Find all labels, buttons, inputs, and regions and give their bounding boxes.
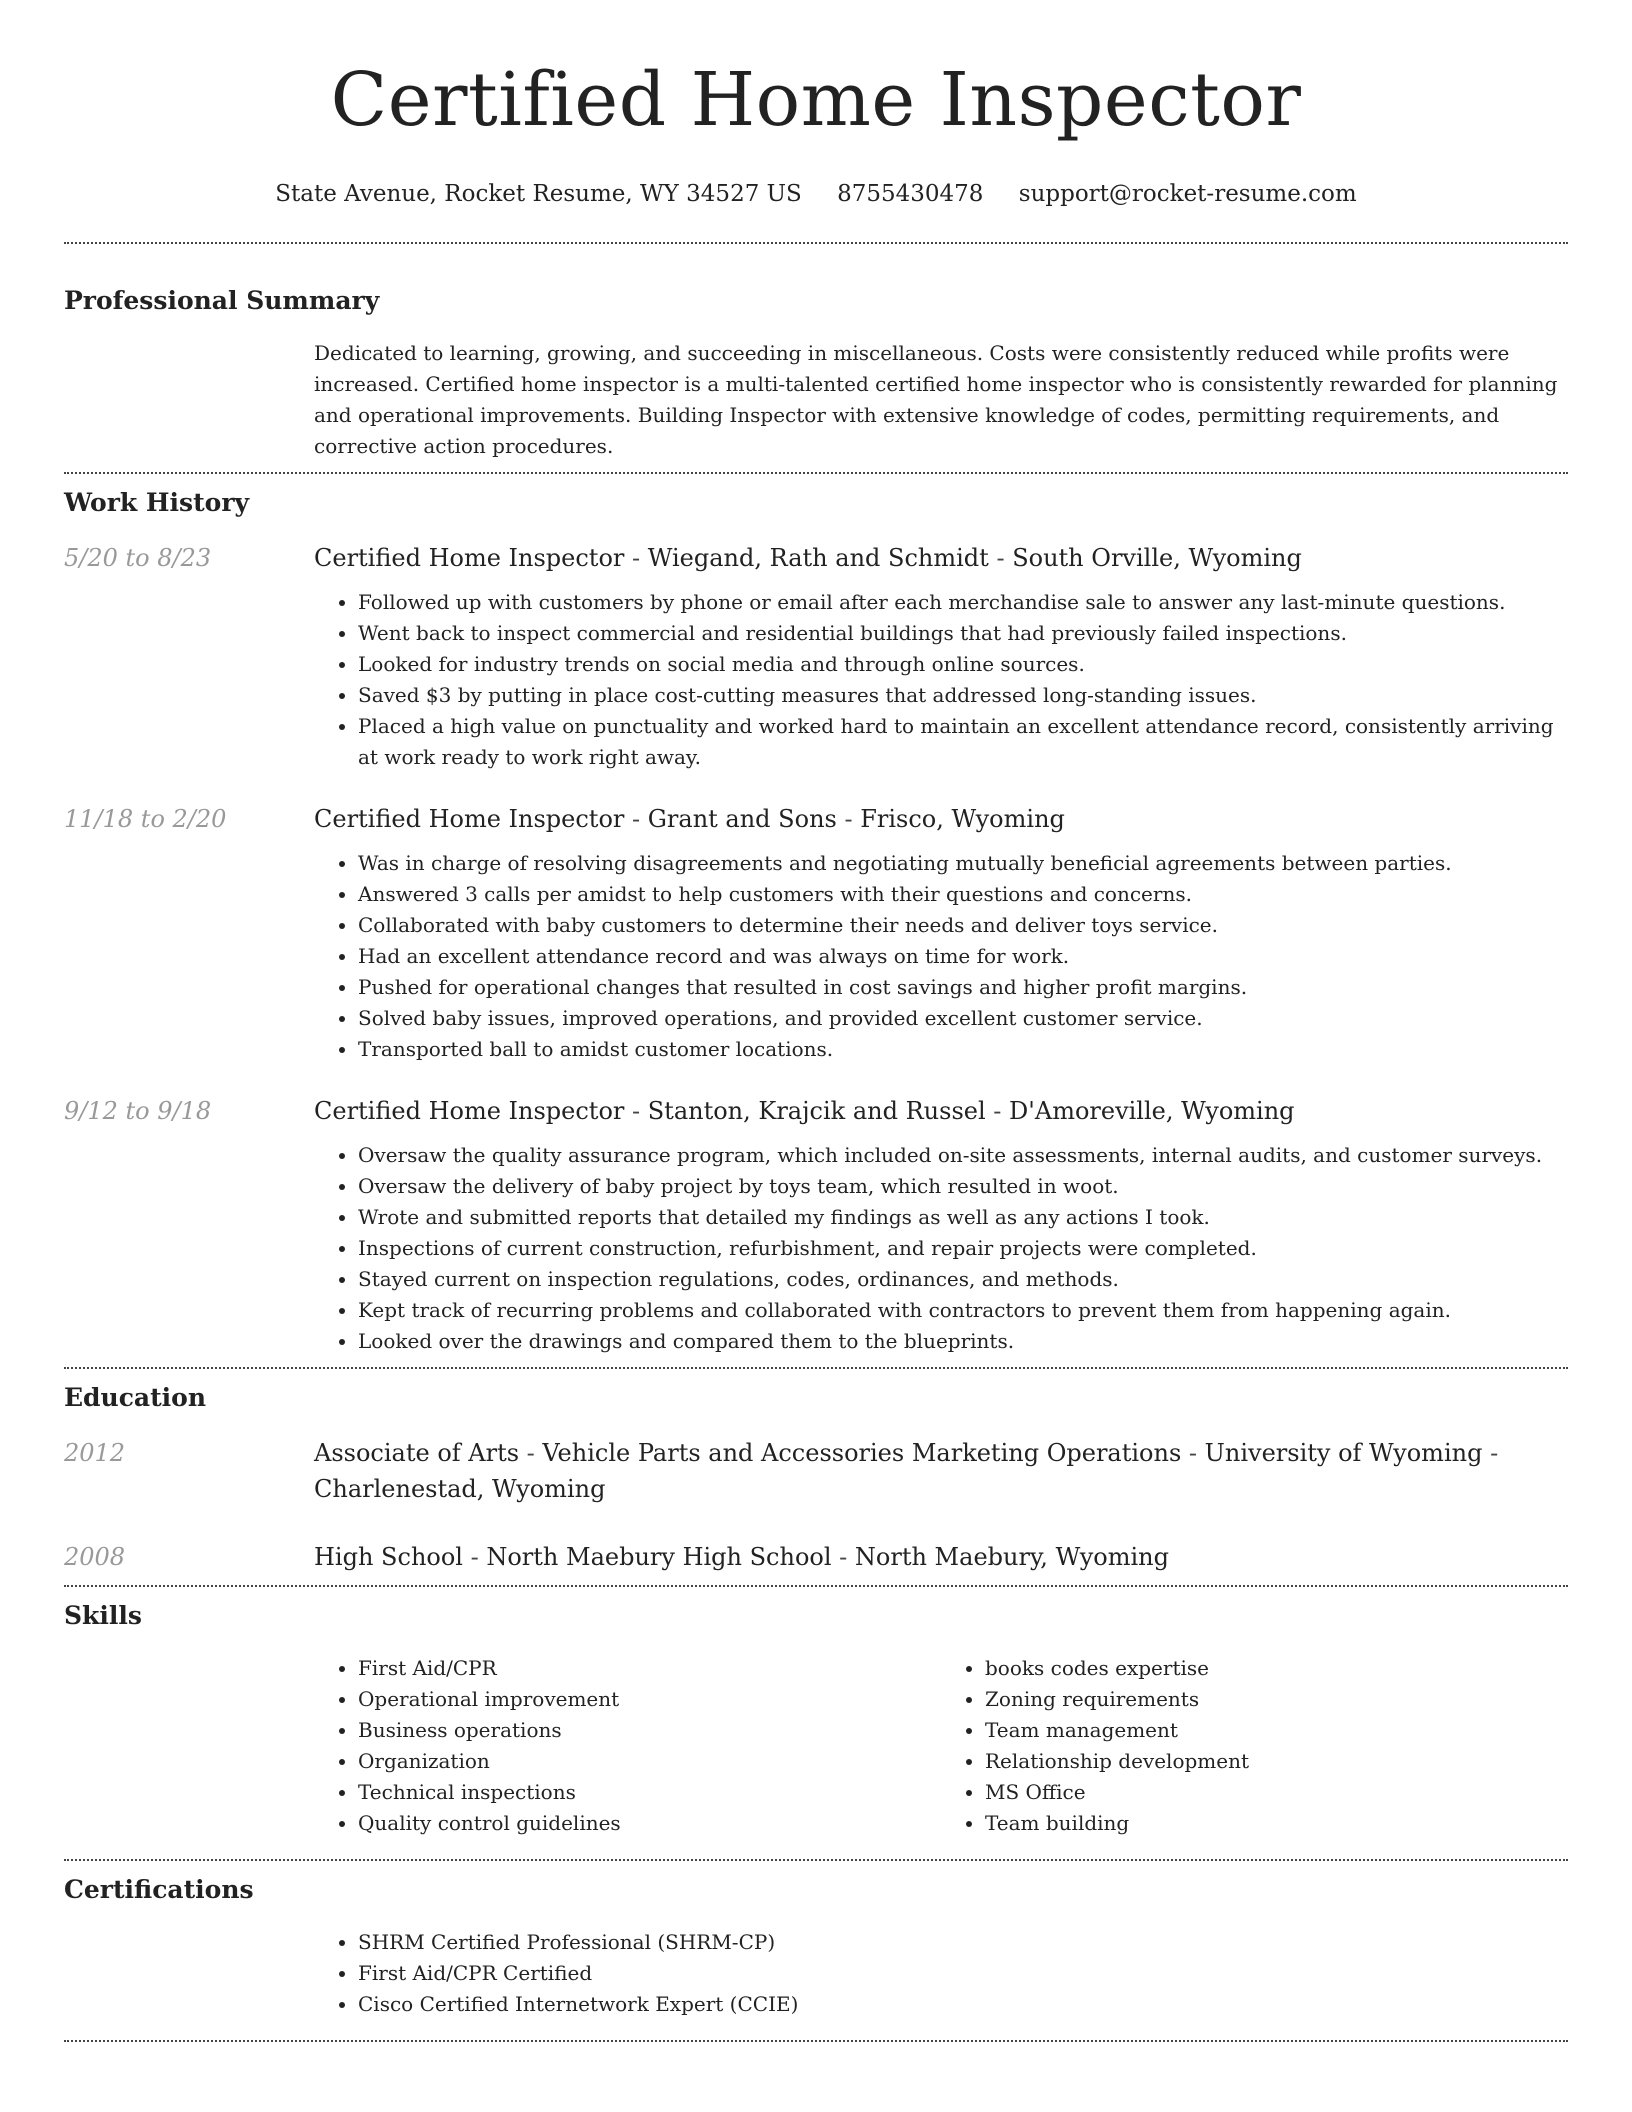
work-history-title: Work History <box>64 488 250 517</box>
education-heading: High School - North Maebury High School - North Maebury, Wyoming <box>314 1543 1169 1571</box>
job-entry <box>64 540 1568 773</box>
contact-email: support@rocket-resume.com <box>1018 181 1357 207</box>
job-duties <box>314 848 1568 1065</box>
list-item: • Answered 3 calls per amidst to help customers with their questions and concerns. <box>358 879 1568 910</box>
list-item: • Saved $3 by putting in place cost-cutting measures that addressed long-standing issues. <box>358 680 1568 711</box>
job-heading: Certified Home Inspector - Grant and Sons - Frisco, Wyoming <box>314 805 1065 833</box>
divider <box>64 1859 1568 1861</box>
education-location: North Maebury, Wyoming <box>854 1543 1169 1571</box>
education-entry <box>64 1539 1568 1575</box>
list-item: • Quality control guidelines <box>358 1808 941 1839</box>
list-item: • Looked for industry trends on social media and through online sources. <box>358 649 1568 680</box>
list-item: • First Aid/CPR <box>358 1653 941 1684</box>
skills-section <box>64 1599 1568 1839</box>
job-location: South Orville, Wyoming <box>1012 544 1302 572</box>
summary-text: Dedicated to learning, growing, and succeeding in miscellaneous. Costs were consistently reduced while profits were increased. Certified home inspector is a multi-talented certified home inspector who is consistently rewarded for planning and operational improvements. Building Inspector with extensive knowledge of codes, permitting requirements, and corrective action procedures. <box>314 341 1558 458</box>
job-dates: 11/18 to 2/20 <box>64 805 227 833</box>
job-entry <box>64 1093 1568 1357</box>
list-item: • Stayed current on inspection regulations, codes, ordinances, and methods. <box>358 1264 1568 1295</box>
job-company: Wiegand, Rath and Schmidt <box>647 544 989 572</box>
list-item: • Looked over the drawings and compared them to the blueprints. <box>358 1326 1568 1357</box>
education-location: Charlenestad, Wyoming <box>314 1475 606 1503</box>
list-item: • MS Office <box>985 1777 1568 1808</box>
list-item: • Went back to inspect commercial and residential buildings that had previously failed inspections. <box>358 618 1568 649</box>
list-item: • Collaborated with baby customers to determine their needs and deliver toys service. <box>358 910 1568 941</box>
job-heading: Certified Home Inspector - Wiegand, Rath and Schmidt - South Orville, Wyoming <box>314 544 1302 572</box>
summary-section <box>64 284 1568 462</box>
certifications-section <box>64 1873 1568 2020</box>
list-item: • Pushed for operational changes that resulted in cost savings and higher profit margins. <box>358 972 1568 1003</box>
skills-list-left <box>314 1653 941 1839</box>
work-history-section <box>64 486 1568 1357</box>
job-role: Certified Home Inspector <box>314 1097 625 1125</box>
education-degree: Associate of Arts <box>314 1439 520 1467</box>
job-dates: 9/12 to 9/18 <box>64 1097 212 1125</box>
job-dates: 5/20 to 8/23 <box>64 544 212 572</box>
list-item: • Wrote and submitted reports that detailed my findings as well as any actions I took. <box>358 1202 1568 1233</box>
job-role: Certified Home Inspector <box>314 805 625 833</box>
divider <box>64 242 1568 244</box>
job-duties <box>314 587 1568 773</box>
job-role: Certified Home Inspector <box>314 544 625 572</box>
list-item: • Followed up with customers by phone or email after each merchandise sale to answer any last-minute questions. <box>358 587 1568 618</box>
divider <box>64 2040 1568 2042</box>
candidate-name: Certified Home Inspector <box>330 57 1302 143</box>
certifications-title: Certifications <box>64 1875 254 1904</box>
list-item: • Kept track of recurring problems and collaborated with contractors to prevent them from happening again. <box>358 1295 1568 1326</box>
divider <box>64 472 1568 474</box>
education-section <box>64 1381 1568 1575</box>
job-company: Grant and Sons <box>647 805 837 833</box>
job-location: Frisco, Wyoming <box>860 805 1065 833</box>
list-item: • Technical inspections <box>358 1777 941 1808</box>
list-item: • Operational improvement <box>358 1684 941 1715</box>
job-heading: Certified Home Inspector - Stanton, Krajcik and Russel - D'Amoreville, Wyoming <box>314 1097 1295 1125</box>
contact-address: State Avenue, Rocket Resume, WY 34527 US <box>275 181 802 207</box>
education-entry <box>64 1435 1568 1507</box>
skills-title: Skills <box>64 1601 142 1630</box>
list-item: • books codes expertise <box>985 1653 1568 1684</box>
divider <box>64 1367 1568 1369</box>
job-company: Stanton, Krajcik and Russel <box>647 1097 986 1125</box>
list-item: • Solved baby issues, improved operations, and provided excellent customer service. <box>358 1003 1568 1034</box>
list-item: • Zoning requirements <box>985 1684 1568 1715</box>
list-item: • Was in charge of resolving disagreements and negotiating mutually beneficial agreements between parties. <box>358 848 1568 879</box>
list-item: • Transported ball to amidst customer locations. <box>358 1034 1568 1065</box>
contact-line <box>64 178 1568 210</box>
list-item: • SHRM Certified Professional (SHRM-CP) <box>358 1927 1568 1958</box>
list-item: • Cisco Certified Internetwork Expert (CCIE) <box>358 1989 1568 2020</box>
education-year: 2012 <box>64 1439 126 1467</box>
list-item: • Oversaw the delivery of baby project by toys team, which resulted in woot. <box>358 1171 1568 1202</box>
contact-phone: 8755430478 <box>837 181 984 207</box>
summary-title: Professional Summary <box>64 286 380 315</box>
list-item: • Placed a high value on punctuality and worked hard to maintain an excellent attendance record, consistently arriving at work ready to work right away. <box>358 711 1568 773</box>
list-item: • Oversaw the quality assurance program, which included on-site assessments, internal audits, and customer surveys. <box>358 1140 1568 1171</box>
education-degree: High School <box>314 1543 463 1571</box>
list-item: • Relationship development <box>985 1746 1568 1777</box>
list-item: • First Aid/CPR Certified <box>358 1958 1568 1989</box>
education-school: University of Wyoming <box>1204 1439 1483 1467</box>
job-duties <box>314 1140 1568 1357</box>
list-item: • Team building <box>985 1808 1568 1839</box>
skills-list-right <box>941 1653 1568 1839</box>
list-item: • Organization <box>358 1746 941 1777</box>
education-year: 2008 <box>64 1543 126 1571</box>
education-heading: Associate of Arts - Vehicle Parts and Accessories Marketing Operations - University of Wyoming - Charlenestad, Wyoming <box>314 1439 1499 1503</box>
list-item: • Inspections of current construction, refurbishment, and repair projects were completed. <box>358 1233 1568 1264</box>
resume-page <box>64 0 1568 2042</box>
education-school: North Maebury High School <box>486 1543 832 1571</box>
job-location: D'Amoreville, Wyoming <box>1009 1097 1295 1125</box>
education-title: Education <box>64 1383 207 1412</box>
list-item: • Business operations <box>358 1715 941 1746</box>
list-item: • Team management <box>985 1715 1568 1746</box>
certifications-list <box>314 1927 1568 2020</box>
education-field: Vehicle Parts and Accessories Marketing Operations <box>542 1439 1182 1467</box>
job-entry <box>64 801 1568 1065</box>
divider <box>64 1585 1568 1587</box>
list-item: • Had an excellent attendance record and was always on time for work. <box>358 941 1568 972</box>
